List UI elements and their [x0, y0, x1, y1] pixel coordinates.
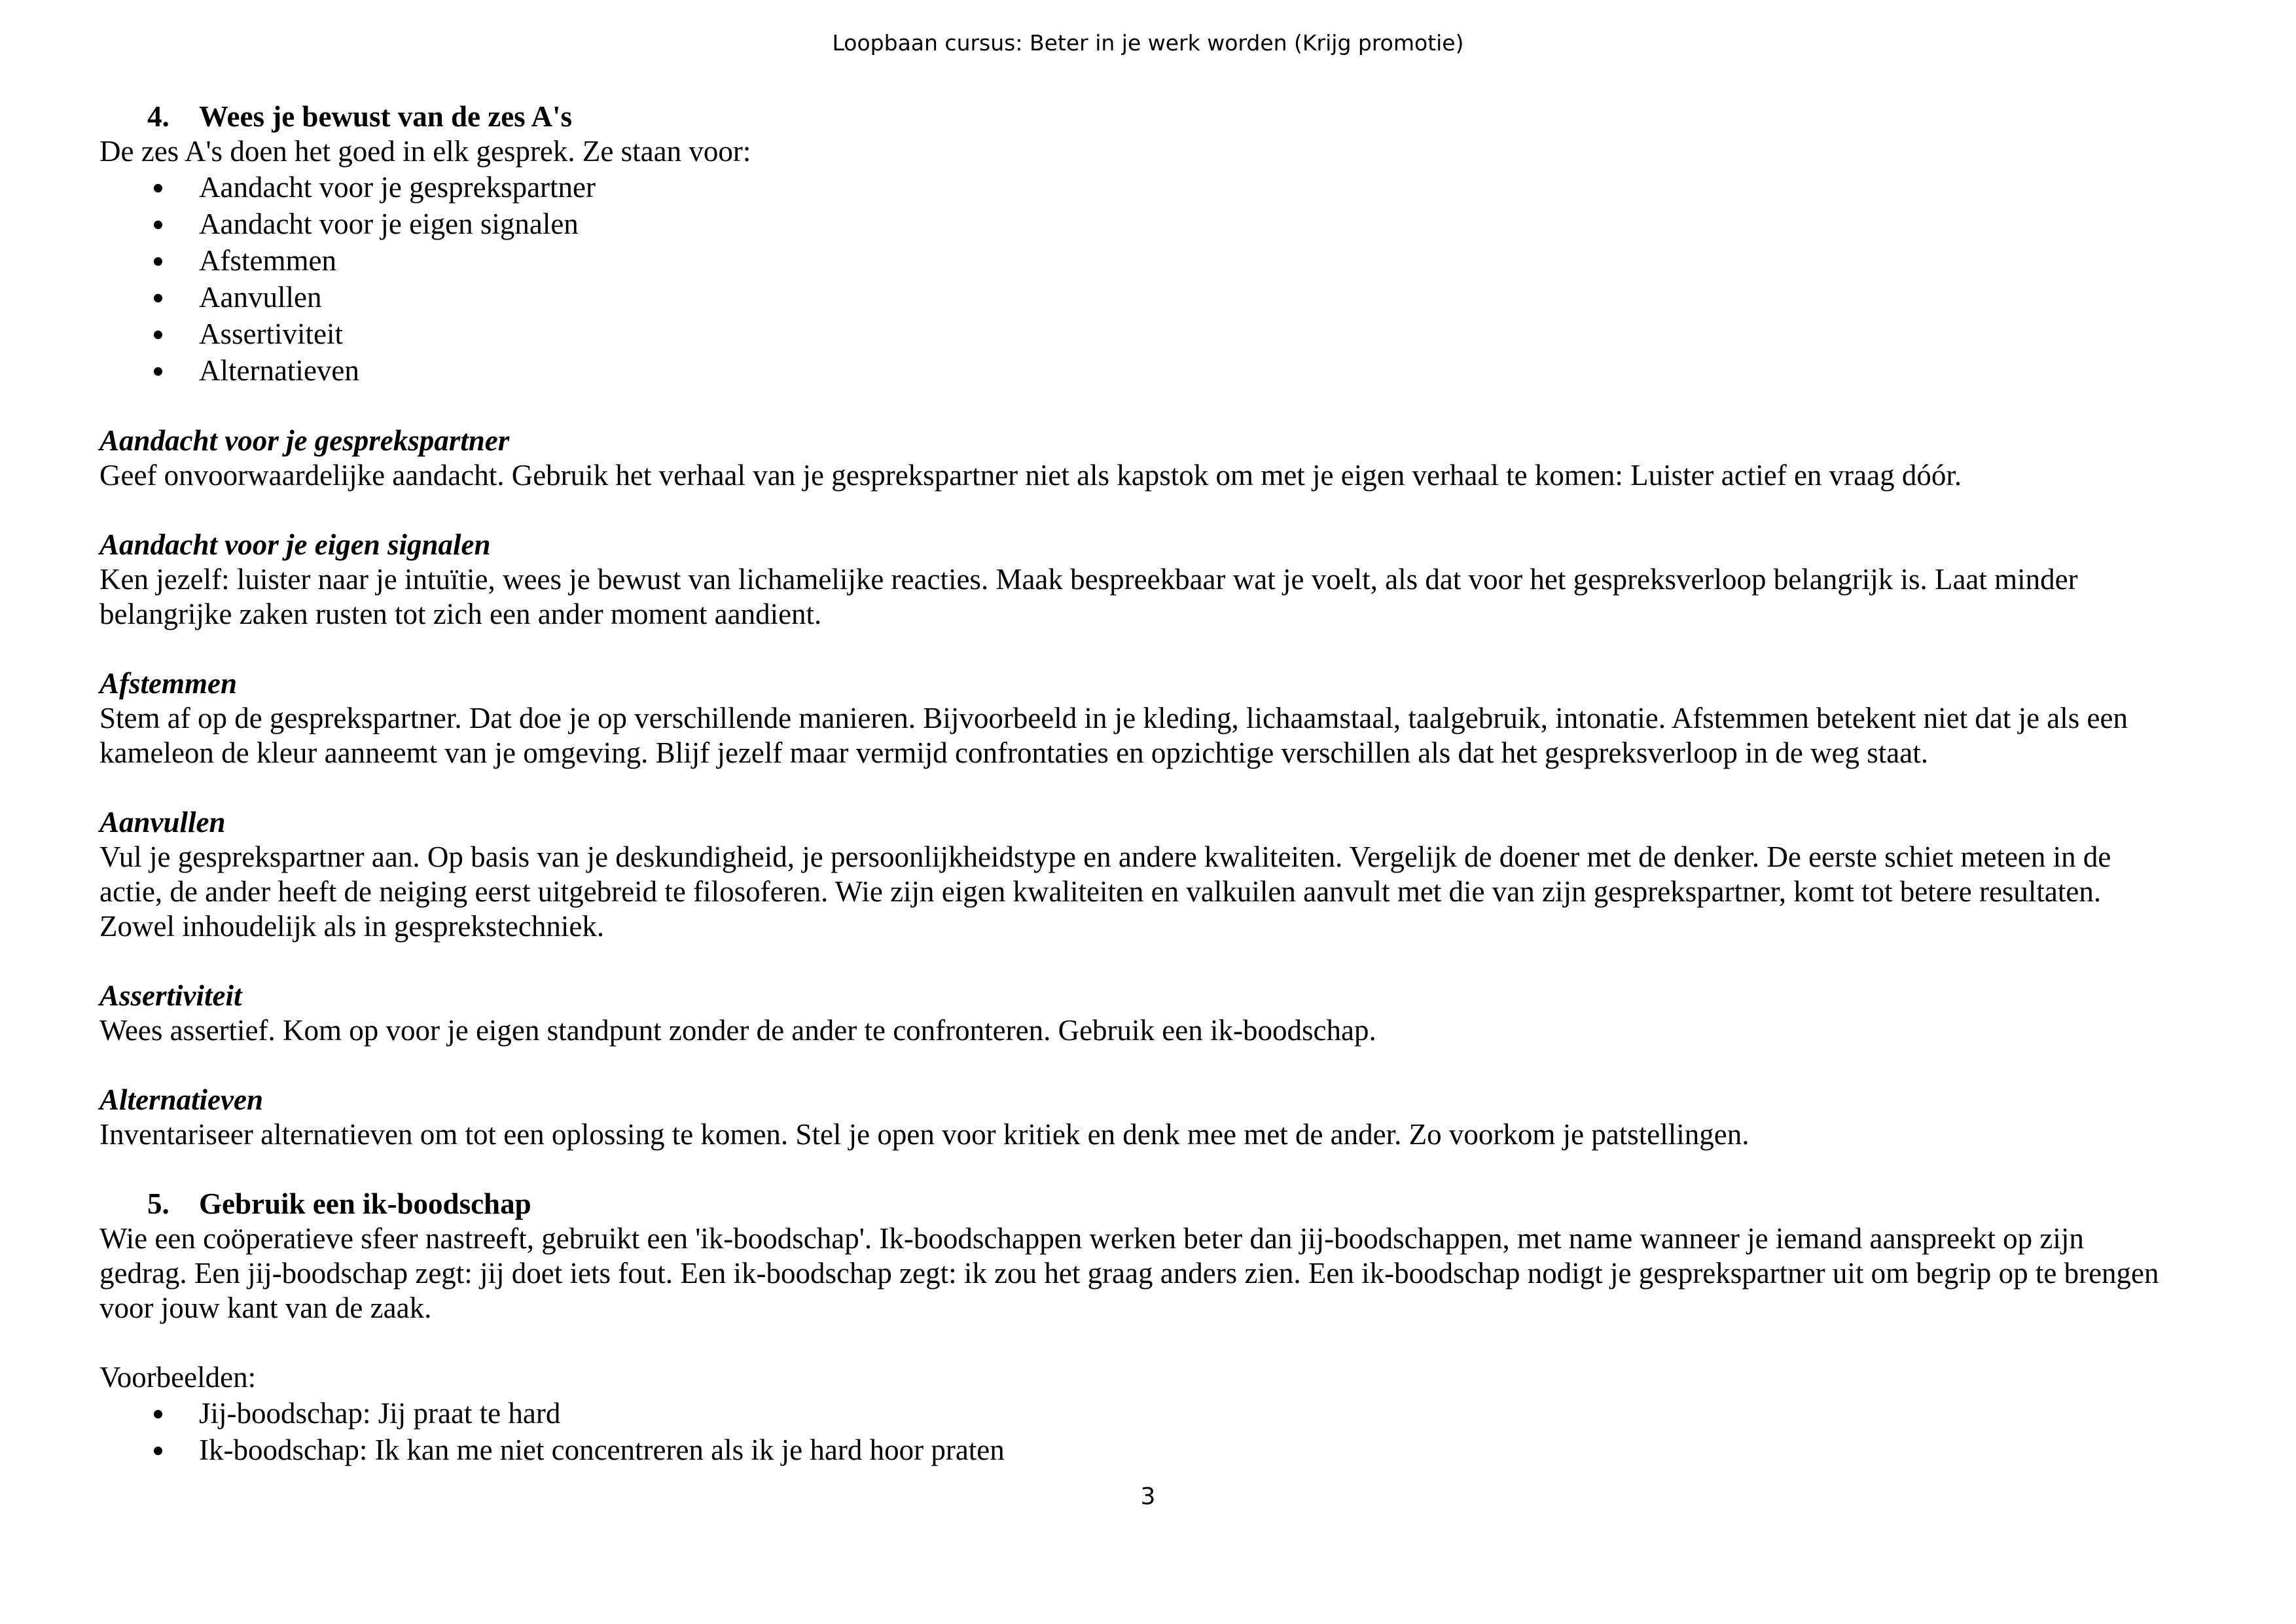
paragraph-line: Ken jezelf: luister naar je intuïtie, wees je bewust van lichamelijke reacties. Maak bespreekbaar wat je voelt, als dat voor het gespreksverloop belangrijk is. Laat minder: [99, 563, 2078, 596]
bullet-icon: [154, 257, 162, 266]
bullet-icon: [154, 184, 162, 192]
list-item: [99, 169, 2220, 206]
spacer: [99, 1326, 2220, 1360]
bullet-icon: [154, 221, 162, 229]
examples-list: [99, 1395, 2220, 1468]
paragraph-line: voor jouw kant van de zaak.: [99, 1291, 432, 1324]
section-number: 4.: [147, 100, 170, 133]
list-item: [99, 1432, 2220, 1468]
list-item-text: Afstemmen: [199, 244, 336, 277]
section-title: Gebruik een ik-boodschap: [199, 1187, 531, 1220]
list-item: [99, 1395, 2220, 1432]
page-number: 3: [1140, 1483, 1156, 1510]
six-a-list: [99, 169, 2220, 389]
subheading-attention-partner: Aandacht voor je gesprekspartner: [99, 424, 510, 457]
list-item: [99, 206, 2220, 242]
bullet-icon: [154, 1410, 162, 1418]
paragraph-line: Stem af op de gesprekspartner. Dat doe je op verschillende manieren. Bijvoorbeeld in je kleding, lichaamstaal, taalgebruik, intonatie. Afstemmen betekent niet dat je als een: [99, 702, 2128, 734]
paragraph-line: actie, de ander heeft de neiging eerst uitgebreid te filosoferen. Wie zijn eigen kwaliteiten en valkuilen aanvult met die van zijn gesprekspartner, komt tot betere resultaten.: [99, 875, 2102, 908]
subheading-attention-own-signals: Aandacht voor je eigen signalen: [99, 528, 491, 561]
paragraph-line: Zowel inhoudelijk als in gesprekstechniek.: [99, 910, 605, 943]
spacer: [99, 1152, 2220, 1187]
list-item: [99, 242, 2220, 279]
spacer: [99, 632, 2220, 666]
spacer: [99, 1048, 2220, 1083]
list-item: [99, 352, 2220, 389]
paragraph-line: Wees assertief. Kom op voor je eigen standpunt zonder de ander te confronteren. Gebruik een ik-boodschap.: [99, 1014, 1376, 1047]
spacer: [99, 389, 2220, 424]
bullet-icon: [154, 367, 162, 376]
subheading-assertiveness: Assertiviteit: [99, 979, 242, 1012]
paragraph-line: kameleon de kleur aanneemt van je omgeving. Blijf jezelf maar vermijd confrontaties en opzichtige verschillen als dat het gespreksverloop in de weg staat.: [99, 736, 1928, 769]
section-number: 5.: [147, 1187, 170, 1220]
subheading-alternatives: Alternatieven: [99, 1083, 263, 1116]
list-item-text: Aandacht voor je gesprekspartner: [199, 171, 596, 204]
list-item-text: Jij-boodschap: Jij praat te hard: [199, 1397, 561, 1430]
bullet-icon: [154, 331, 162, 339]
list-item-text: Ik-boodschap: Ik kan me niet concentreren als ik je hard hoor praten: [199, 1434, 1005, 1466]
subheading-complement: Aanvullen: [99, 806, 226, 839]
section-title: Wees je bewust van de zes A's: [199, 100, 572, 133]
list-item-text: Alternatieven: [199, 354, 359, 387]
section-heading-4: [99, 99, 2220, 134]
paragraph-line: belangrijke zaken rusten tot zich een ander moment aandient.: [99, 598, 822, 630]
list-item-text: Aandacht voor je eigen signalen: [199, 208, 579, 240]
section-heading-5: [99, 1187, 2220, 1221]
list-item: [99, 316, 2220, 352]
paragraph-line: Inventariseer alternatieven om tot een oplossing te komen. Stel je open voor kritiek en denk mee met de ander. Zo voorkom je patstellingen.: [99, 1118, 1749, 1151]
bullet-icon: [154, 294, 162, 302]
list-item: [99, 279, 2220, 316]
bullet-icon: [154, 1447, 162, 1455]
spacer: [99, 944, 2220, 979]
subheading-attune: Afstemmen: [99, 667, 237, 700]
paragraph-line: Geef onvoorwaardelijke aandacht. Gebruik het verhaal van je gesprekspartner niet als kapstok om met je eigen verhaal te komen: Luister actief en vraag dóór.: [99, 459, 1962, 492]
list-item-text: Aanvullen: [199, 281, 322, 314]
paragraph-line: gedrag. Een jij-boodschap zegt: jij doet iets fout. Een ik-boodschap zegt: ik zou het graag anders zien. Een ik-boodschap nodigt je gesprekspartner uit om begrip op te brengen: [99, 1257, 2159, 1290]
examples-label: Voorbeelden:: [99, 1361, 257, 1394]
page-content: [99, 99, 2220, 1468]
spacer: [99, 770, 2220, 805]
section-intro: De zes A's doen het goed in elk gesprek. Ze staan voor:: [99, 135, 751, 168]
running-header: Loopbaan cursus: Beter in je werk worden (Krijg promotie): [832, 30, 1464, 56]
spacer: [99, 493, 2220, 528]
paragraph-line: Wie een coöperatieve sfeer nastreeft, gebruikt een 'ik-boodschap'. Ik-boodschappen werken beter dan jij-boodschappen, met name wanneer je iemand aanspreekt op zijn: [99, 1222, 2084, 1255]
paragraph-line: Vul je gesprekspartner aan. Op basis van je deskundigheid, je persoonlijkheidstype en andere kwaliteiten. Vergelijk de doener met de denker. De eerste schiet meteen in de: [99, 840, 2111, 873]
list-item-text: Assertiviteit: [199, 317, 343, 350]
